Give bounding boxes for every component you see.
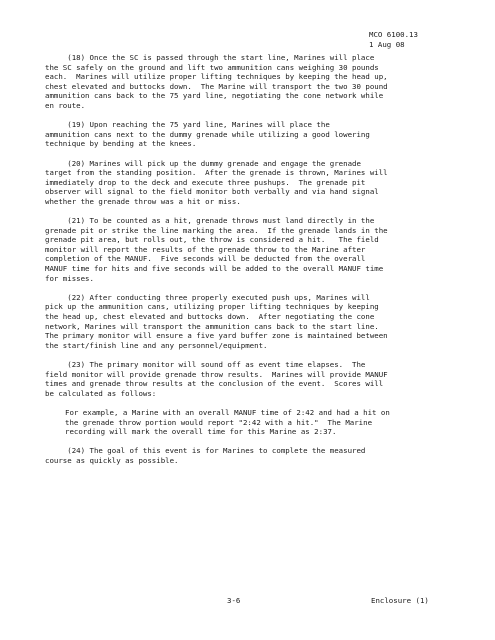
paragraph-18: (18) Once the SC is passed through the start line, Marines will place the SC safely on the ground and lift two ammunition cans weighing 30 pounds each. Marines will utilize proper lifting techniques by keeping the head up, chest elevated and buttocks down. The Marine will transport the two 30 pound ammunition cans back to the 75 yard line, negotiating the cone network while en route. [45,53,388,110]
document-body [45,53,465,475]
order-date: 1 Aug 08 [369,39,405,49]
paragraph-21: (21) To be counted as a hit, grenade throws must land directly in the grenade pit or strike the line marking the area. If the grenade lands in the grenade pit area, but rolls out, the throw is considered a hit. The field monitor will report the results of the grenade throw to the Marine after completion of the MANUF. Five seconds will be deducted from the overall MANUF time for hits and five seconds will be added to the overall MANUF time for misses. [45,216,388,283]
paragraph-23: (23) The primary monitor will sound off as event time elapses. The field monitor will provide grenade throw results. Marines will provide MANUF times and grenade throw results at the conclusion of the event. Scores will be calculated as follows: [45,360,388,398]
paragraph-19: (19) Upon reaching the 75 yard line, Marines will place the ammunition cans next to the dummy grenade while utilizing a good lowering technique by bending at the knees. [45,120,370,149]
page-number: 3-6 [227,596,241,605]
paragraph-24: (24) The goal of this event is for Marines to complete the measured course as quickly as possible. [45,446,366,465]
paragraph-22: (22) After conducting three properly executed push ups, Marines will pick up the ammunition cans, utilizing proper lifting techniques by keeping the head up, chest elevated and buttocks down. After negotiating the cone network, Marines will transport the ammunition cans back to the start line. The primary monitor will ensure a five yard buffer zone is maintained between the start/finish line and any personnel/equipment. [45,292,388,350]
order-number: MCO 6100.13 [369,30,418,39]
scoring-example: For example, a Marine with an overall MANUF time of 2:42 and had a hit on the grenade throw portion would report "2:42 with a hit." The Marine recording will mark the overall time for this Marine as 2:37. [65,407,390,437]
paragraph-20: (20) Marines will pick up the dummy grenade and engage the grenade target from the standing position. After the grenade is thrown, Marines will immediately drop to the deck and execute three pushups. The grenade pit observer will signal to the field monitor both verbally and via hand signal whether the grenade throw was a hit or miss. [45,158,388,206]
enclosure-label: Enclosure (1) [371,596,429,605]
document-header [369,30,418,49]
